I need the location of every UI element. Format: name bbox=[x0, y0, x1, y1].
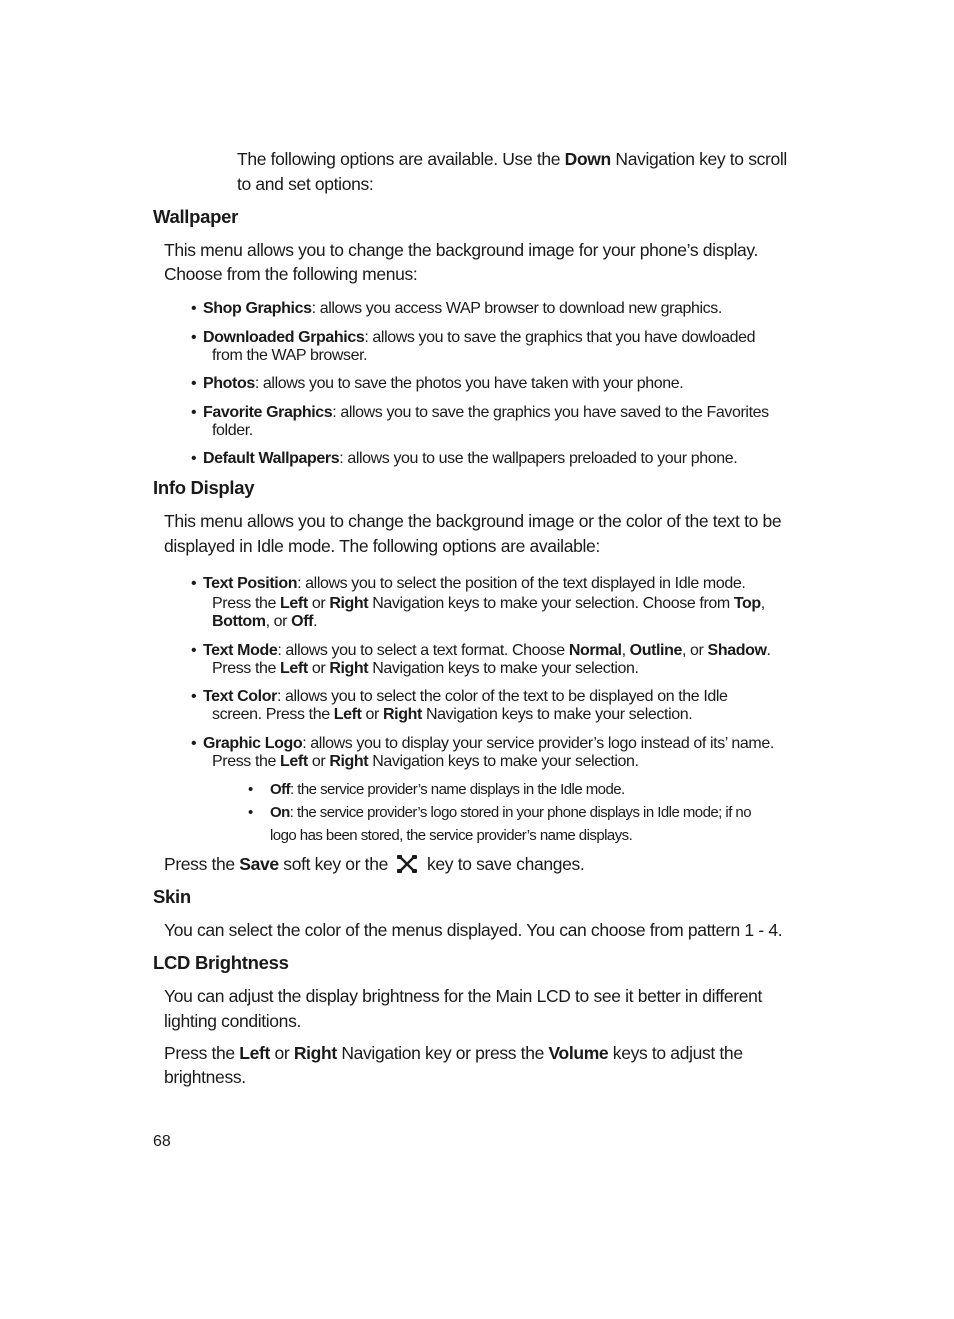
bullet-text-mode: • Text Mode: allows you to select a text format. Choose Normal, Outline, or Shadow. bbox=[191, 642, 771, 659]
lcd-instruction-1: Press the Left or Right Navigation key or press the Volume keys to adjust the bbox=[164, 1043, 743, 1063]
heading-lcd-brightness: LCD Brightness bbox=[153, 952, 289, 973]
bullet-shop-graphics: • Shop Graphics: allows you access WAP browser to download new graphics. bbox=[191, 300, 722, 317]
bullet-text-color-cont: screen. Press the Left or Right Navigation keys to make your selection. bbox=[212, 706, 693, 723]
bullet-downloaded-graphics: • Downloaded Grpahics: allows you to save the graphics that you have dowloaded bbox=[191, 329, 756, 346]
info-display-desc-2: displayed in Idle mode. The following options are available: bbox=[164, 536, 600, 556]
lcd-instruction-2: brightness. bbox=[164, 1067, 246, 1087]
bullet-text-color: • Text Color: allows you to select the color of the text to be displayed on the Idle bbox=[191, 688, 728, 705]
wallpaper-desc-2: Choose from the following menus: bbox=[164, 264, 418, 284]
bullet-text-mode-cont: Press the Left or Right Navigation keys to make your selection. bbox=[212, 660, 639, 677]
heading-wallpaper: Wallpaper bbox=[153, 206, 239, 227]
bullet-text-position-cont-1: Press the Left or Right Navigation keys to make your selection. Choose from Top, bbox=[212, 595, 765, 612]
heading-skin: Skin bbox=[153, 886, 191, 907]
intro-line-2: to and set options: bbox=[237, 174, 374, 194]
wallpaper-desc-1: This menu allows you to change the background image for your phone’s display. bbox=[164, 240, 759, 260]
bullet-graphic-logo: • Graphic Logo: allows you to display your service provider’s logo instead of its’ name. bbox=[191, 735, 774, 752]
skin-desc: You can select the color of the menus displayed. You can choose from pattern 1 - 4. bbox=[164, 920, 783, 940]
bullet-downloaded-graphics-cont: from the WAP browser. bbox=[212, 347, 368, 364]
heading-info-display: Info Display bbox=[153, 477, 255, 498]
page-number: 68 bbox=[153, 1133, 171, 1150]
lcd-desc-1: You can adjust the display brightness for the Main LCD to see it better in different bbox=[164, 986, 763, 1006]
bullet-graphic-logo-cont: Press the Left or Right Navigation keys to make your selection. bbox=[212, 753, 639, 770]
lcd-desc-2: lighting conditions. bbox=[164, 1011, 301, 1031]
end-key-icon bbox=[396, 854, 418, 880]
save-instruction: Press the Save soft key or the key to save changes. bbox=[164, 852, 584, 880]
bullet-text-position: • Text Position: allows you to select the position of the text displayed in Idle mode. bbox=[191, 575, 746, 592]
info-display-desc-1: This menu allows you to change the background image or the color of the text to be bbox=[164, 511, 782, 531]
sub-bullet-on-cont: logo has been stored, the service provider’s name displays. bbox=[270, 827, 633, 844]
bullet-photos: • Photos: allows you to save the photos you have taken with your phone. bbox=[191, 375, 684, 392]
bullet-default-wallpapers: • Default Wallpapers: allows you to use the wallpapers preloaded to your phone. bbox=[191, 450, 738, 467]
bullet-favorite-graphics: • Favorite Graphics: allows you to save the graphics you have saved to the Favorites bbox=[191, 404, 769, 421]
sub-bullet-on: • On: the service provider’s logo stored in your phone displays in Idle mode; if no bbox=[248, 804, 752, 821]
bullet-favorite-graphics-cont: folder. bbox=[212, 422, 253, 439]
sub-bullet-off: • Off: the service provider’s name displays in the Idle mode. bbox=[248, 781, 625, 798]
intro-line-1: The following options are available. Use the Down Navigation key to scroll bbox=[237, 149, 787, 169]
bullet-text-position-cont-2: Bottom, or Off. bbox=[212, 613, 318, 630]
